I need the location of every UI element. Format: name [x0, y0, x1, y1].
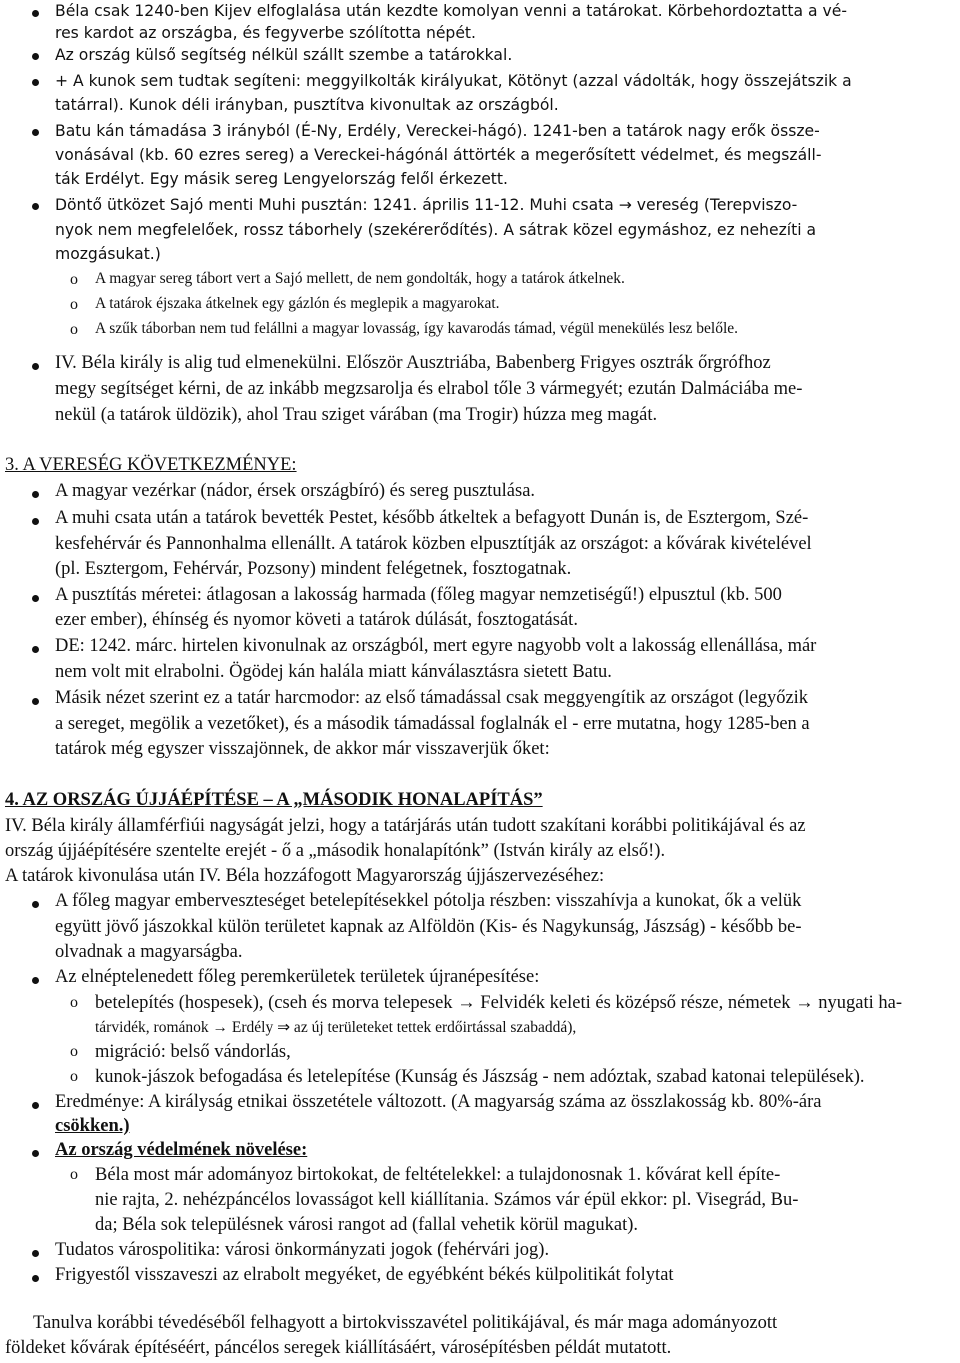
text-line: Másik nézet szerint ez a tatár harcmodor: az első támadással csak meggyengítik az országot (legyőzik: [55, 688, 809, 708]
bullet-dot: [32, 79, 39, 86]
sub-bullet-marker: o: [70, 321, 78, 338]
text-line: Batu kán támadása 3 irányból (É-Ny, Erdély, Vereckei-hágó). 1241-ben a tatárok nagy erők össze-: [55, 122, 820, 140]
text-line: csökken.): [55, 1116, 130, 1136]
bullet-dot: [32, 53, 39, 60]
text-line: Az elnéptelenedett főleg peremkerületek területek újranépesítése:: [55, 967, 540, 987]
text-line: Frigyestől visszaveszi az elrabolt megyéket, de egyébként békés külpolitikát folytat: [55, 1265, 674, 1285]
text-line: tatárral). Kunok déli irányban, pusztítva kivonultak az országból.: [55, 96, 559, 114]
text-line: mozgásukat.): [55, 245, 161, 263]
text-line: A pusztítás méretei: átlagosan a lakosság harmada (főleg magyar nemzetiségű!) elpusztul (kb. 500: [55, 585, 782, 605]
text-line: A tatárok kivonulása után IV. Béla hozzáfogott Magyarország újjászervezéséhez:: [5, 866, 605, 886]
text-line: betelepítés (hospesek), (cseh és morva telepesek → Felvidék keleti és középső része, németek → nyugati ha-: [95, 993, 903, 1013]
bullet-dot: [32, 518, 39, 525]
text-line: A szűk táborban nem tud felállni a magyar lovasság, így kavarodás támad, végül menekülés lesz belőle.: [95, 320, 739, 337]
text-line: Eredménye: A királyság etnikai összetétele változott. (A magyarság száma az összlakosság kb. 80%-ára: [55, 1092, 822, 1112]
text-line: ezer ember), éhínség és nyomor követi a tatárok dúlását, fosztogatását.: [55, 610, 578, 630]
text-line: da; Béla sok településnek városi rangot ad (fallal vehetik körül magukat).: [95, 1215, 639, 1235]
text-line: nekül (a tatárok üldözik), ahol Trau sziget várában (ma Trogir) húzza meg magát.: [55, 405, 658, 425]
text-line: nem volt mit elrabolni. Ögödej kán halála miatt kánválasztásra sietett Batu.: [55, 662, 612, 682]
bullet-dot: [32, 203, 39, 210]
sub-bullet-marker: o: [70, 1043, 78, 1060]
text-line: IV. Béla király is alig tud elmenekülni. Először Ausztriába, Babenberg Frigyes osztrák őrgrófhoz: [55, 353, 771, 373]
text-line: megy segítséget kérni, de az inkább megzsarolja és elrabol tőle 3 vármegyét; ezután Dalmáciába me-: [55, 379, 803, 399]
text-line: Az ország külső segítség nélkül szállt szembe a tatárokkal.: [55, 46, 513, 64]
text-line: IV. Béla király államférfiúi nagyságát jelzi, hogy a tatárjárás után tudott szakítani korábbi politikájával és az: [5, 816, 806, 836]
text-line: tatárok még egyszer visszajönnek, de akkor már visszaverjük őket:: [55, 739, 550, 759]
text-line: kesfehérvár és Pannonhalma ellenállt. A tatárok közben elpusztítják az országot: a kővárak kivételével: [55, 534, 812, 554]
bullet-dot: [32, 595, 39, 602]
text-line: (pl. Esztergom, Fehérvár, Pozsony) mindent felégetnek, fosztogatnak.: [55, 559, 572, 579]
text-line: nie rajta, 2. nehézpáncélos lovasságot kell kiállítania. Számos vár épül ekkor: pl. Visegrád, Bu-: [95, 1190, 799, 1210]
text-line: A tatárok éjszaka átkelnek egy gázlón és meglepik a magyarokat.: [95, 295, 500, 312]
text-line: Tanulva korábbi tévedéséből felhagyott a birtokvisszavétel politikájával, és már maga adományozott: [33, 1313, 778, 1333]
text-line: Döntő ütközet Sajó menti Muhi pusztán: 1241. április 11-12. Muhi csata → vereség (Terepviszo-: [55, 196, 798, 214]
text-line: Béla most már adományoz birtokokat, de feltételekkel: a tulajdonosnak 1. kővárat kell építe-: [95, 1165, 781, 1185]
bullet-dot: [32, 901, 39, 908]
bullet-dot: [32, 1275, 39, 1282]
text-line: + A kunok sem tudtak segíteni: meggyilkolták királyukat, Kötönyt (azzal vádolták, hogy összejátszik a: [55, 72, 852, 90]
sub-bullet-marker: o: [70, 994, 78, 1011]
bullet-dot: [32, 1102, 39, 1109]
text-line: res kardot az országba, és fegyverbe szólította népét.: [55, 24, 477, 42]
text-line: kunok-jászok befogadása és letelepítése (Kunság és Jászság - nem adóztak, szabad katonai települések).: [95, 1067, 865, 1087]
text-line: olvadnak a magyarságba.: [55, 942, 243, 962]
text-line: ország újjáépítésére szentelte erejét - ő a „második honalapítónk” (István király az első!).: [5, 841, 666, 861]
text-line: A magyar sereg tábort vert a Sajó mellett, de nem gondolták, hogy a tatárok átkelnek.: [95, 270, 625, 287]
text-line: vonásával (kb. 60 ezres sereg) a Vereckei-hágónál áttörték a megerősített védelmet, és megszáll-: [55, 146, 822, 164]
bullet-dot: [32, 491, 39, 498]
bullet-dot: [32, 698, 39, 705]
text-line: A magyar vezérkar (nádor, érsek országbíró) és sereg pusztulása.: [55, 481, 536, 501]
bullet-dot: [32, 1150, 39, 1157]
sub-bullet-marker: o: [70, 1166, 78, 1183]
text-line: nyok nem megfelelőek, rossz táborhely (szekérerődítés). A sátrak közel egymáshoz, ez nehezíti a: [55, 221, 817, 239]
sub-bullet-marker: o: [70, 296, 78, 313]
bullet-dot: [32, 646, 39, 653]
bullet-dot: [32, 10, 39, 17]
text-line: tárvidék, románok → Erdély ⇒ az új területeket tettek erdőirtással szabaddá),: [95, 1019, 577, 1036]
bullet-dot: [32, 1250, 39, 1257]
bullet-dot: [32, 363, 39, 370]
text-line: Béla csak 1240-ben Kijev elfoglalása után kezdte komolyan venni a tatárokat. Körbehordoztatta a vé-: [55, 2, 847, 20]
text-line: Tudatos várospolitika: városi önkormányzati jogok (fehérvári jog).: [55, 1240, 550, 1260]
text-line: együtt jövő jászokkal külön területet kapnak az Alföldön (Kis- és Nagykunság, Jászság) - később be-: [55, 917, 802, 937]
text-line: DE: 1242. márc. hirtelen kivonulnak az országból, mert egyre nagyobb volt a lakosság ellenállása, már: [55, 636, 817, 656]
text-line: ták Erdélyt. Egy másik sereg Lengyelország felől érkezett.: [55, 170, 508, 188]
text-line: a sereget, megölik a vezetőket), és a második támadással foglalnák el - erre mutatna, hogy 1285-ben a: [55, 714, 810, 734]
text-line: 3. A VERESÉG KÖVETKEZMÉNYE:: [5, 455, 297, 475]
text-line: Az ország védelmének növelése:: [55, 1140, 308, 1160]
text-line: 4. AZ ORSZÁG ÚJJÁÉPÍTÉSE – A „MÁSODIK HONALAPÍTÁS”: [5, 790, 543, 810]
text-line: A muhi csata után a tatárok bevették Pestet, később átkeltek a befagyott Dunán is, de Esztergom, Szé-: [55, 508, 809, 528]
bullet-dot: [32, 977, 39, 984]
text-line: migráció: belső vándorlás,: [95, 1042, 291, 1062]
text-line: földeket kővárak építéséért, páncélos seregek kiállításáért, városépítésben példát mutatott.: [5, 1338, 672, 1358]
sub-bullet-marker: o: [70, 1068, 78, 1085]
bullet-dot: [32, 129, 39, 136]
text-line: A főleg magyar emberveszteséget betelepítésekkel pótolja részben: visszahívja a kunokat, ők a velük: [55, 891, 802, 911]
sub-bullet-marker: o: [70, 271, 78, 288]
